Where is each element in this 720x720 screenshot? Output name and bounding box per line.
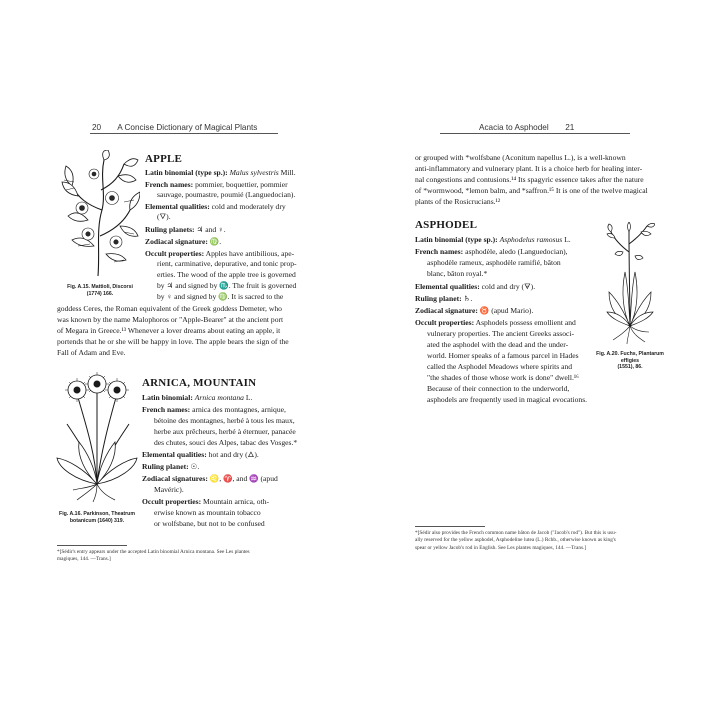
field-label: Ruling planets: (145, 225, 195, 234)
apple-french-line (145, 180, 288, 190)
text: hot and dry (🜂). (206, 450, 259, 459)
field-label: Occult properties: (142, 497, 202, 506)
apple-elemental-line (145, 202, 286, 212)
caption-line: Fig. A.15. Mattioli, Discorsi (67, 284, 133, 290)
text: cold and moderately dry (209, 202, 286, 211)
apple-occult-line: rient, carminative, depurative, and tonic prop- (157, 259, 297, 268)
field-label: Zodiacal signature: (415, 306, 478, 315)
asphodel-elemental-line (415, 282, 535, 292)
apple-elemental-line: (🜄). (157, 212, 171, 221)
text: ♃ and ♀. (194, 225, 226, 234)
field-label: Zodiacal signature: (145, 237, 208, 246)
footnote (415, 530, 617, 552)
arnica-french-line: bétoine des montagnes, herbé à tous les maux, (154, 416, 295, 425)
arnica-continued-line: nal congestions and contusions.¹⁴ Its spagyric essence takes after the nature (415, 175, 644, 184)
arnica-zodiac-line: Mavéric). (154, 485, 184, 494)
page-number: 21 (565, 123, 575, 132)
apple-figure-caption (56, 284, 144, 297)
caption-line: (1551), 86. (617, 364, 643, 371)
asphodel-zodiac-line (415, 306, 533, 316)
apple-branch-illustration (58, 150, 140, 278)
field-label: French names: (415, 247, 464, 256)
apple-ruling-line (145, 225, 226, 235)
footnote-line: spear or yellow Jacob's rod in English. See Les plantes magiques, 144. —Trans.] (415, 544, 587, 551)
asphodel-occult-line: asphodels are frequently used in magical evocations. (427, 395, 588, 404)
footnote (57, 549, 250, 564)
text: cold and dry (🜃). (479, 282, 536, 291)
apple-occult-line: by ♀ and signed by ♍. It is sacred to the (157, 292, 284, 301)
latin-name: Arnica montana (194, 393, 244, 402)
header-rule (440, 133, 630, 134)
running-title: Acacia to Asphodel (479, 123, 549, 132)
text: ♍. (207, 237, 222, 246)
field-label: Latin binomial (type sp.): (145, 168, 228, 177)
field-label: Latin binomial (type sp.): (415, 235, 498, 244)
apple-occult-line: was known by the name Malophoros or "Apple-Bearer" at the ancient port (57, 315, 284, 324)
apple-occult-line: Fall of Adam and Eve. (57, 348, 126, 357)
arnica-occult-line: erwise known as mountain tobacco (154, 508, 261, 517)
footnote-line: *[Sédir also provides the French common name bâton de Jacob ("Jacob's rod"). But this is usu- (415, 530, 617, 536)
arnica-french-line: herbe aux prêcheurs, herbé à éternuer, panacée (154, 427, 296, 436)
asphodel-ruling-line (415, 294, 472, 304)
asphodel-occult-line: world. Homer speaks of a famous parcel in Hades (427, 351, 579, 360)
apple-occult-line: goddess Ceres, the Roman equivalent of the Greek goddess Demeter, who (57, 304, 282, 313)
apple-french-line: sauvage, poumastre, poumié (Languedocian). (157, 190, 296, 199)
arnica-plant-illustration (55, 372, 139, 504)
right-running-head (479, 123, 574, 132)
text: Mountain arnica, oth- (201, 497, 270, 506)
field-label: Occult properties: (145, 249, 205, 258)
field-label: Elemental qualities: (415, 282, 480, 291)
arnica-french-line: des chutes, souci des Alpes, tabac des Vosges.* (154, 438, 298, 447)
footnote-rule (57, 545, 127, 546)
arnica-continued-line: of *wormwood, *lemon balm, and *saffron.¹⁵ It is one of the twelve magical (415, 186, 648, 195)
header-rule (90, 133, 278, 134)
text: ☉. (188, 462, 200, 471)
text: pommier, boquettier, pommier (193, 180, 288, 189)
apple-occult-line: by ♃ and signed by ♏. The fruit is governed (157, 281, 297, 290)
footnote-line: ally reserved for the yellow asphodel, Asphodeline lutea (L.) Rchb., otherwise known as king's (415, 537, 616, 544)
caption-line: Fig. A.16. Parkinson, Theatrum (59, 511, 135, 517)
caption-line: botanicum (1640) 319. (69, 517, 125, 524)
field-label: Occult properties: (415, 318, 475, 327)
footnote-rule (415, 526, 485, 527)
text: Asphodels possess emollient and (474, 318, 576, 327)
asphodel-french-line: asphodèle rameux, asphodèle ramifié, bâton (427, 258, 561, 267)
asphodel-occult-line: ated the asphodel with the dead and the under- (427, 340, 569, 349)
field-label: Elemental qualities: (142, 450, 207, 459)
arnica-continued-line: anti-inflammatory and vulnerary plant. It is a choice herb for healing inter- (415, 164, 643, 173)
asphodel-occult-line: Because of their connection to the underworld, (427, 384, 570, 393)
asphodel-figure-caption (586, 351, 674, 371)
footnote-line: *[Sédir's entry appears under the accepted Latin binomial Arnica montana. See Les plantes (57, 549, 250, 555)
text: ♌, ♈, and ♒ (apud (207, 474, 278, 483)
running-title: A Concise Dictionary of Magical Plants (117, 123, 258, 132)
text: arnica des montagnes, arnique, (190, 405, 286, 414)
apple-occult-line: portends that he or she will be happy in love. The apple bears the sign of the (57, 337, 289, 346)
text: Mill. (278, 168, 296, 177)
field-label: French names: (145, 180, 194, 189)
asphodel-latin-line (415, 235, 571, 245)
page-number: 20 (92, 123, 102, 132)
apple-latin-line (145, 168, 296, 178)
asphodel-french-line: blanc, bâton royal.* (427, 269, 488, 278)
apple-zodiac-line (145, 237, 221, 247)
asphodel-occult-line (415, 318, 576, 328)
latin-name: Asphodelus ramosus (499, 235, 563, 244)
arnica-figure-caption (52, 511, 142, 524)
text: ♄. (461, 294, 473, 303)
caption-line: effigies (620, 357, 640, 364)
text: Apples have antibilious, ape- (204, 249, 295, 258)
asphodel-plant-illustration (605, 222, 655, 346)
field-label: Zodiacal signatures: (142, 474, 208, 483)
field-label: Ruling planet: (142, 462, 189, 471)
asphodel-occult-line: "the shades of those whose work is done" dwell.¹⁶ (427, 373, 579, 382)
arnica-continued-line: or grouped with *wolfsbane (Aconitum napellus L.), is a well-known (415, 153, 626, 162)
field-label: Ruling planet: (415, 294, 462, 303)
arnica-occult-line (142, 497, 269, 507)
asphodel-occult-line: vulnerary properties. The ancient Greeks associ- (427, 329, 575, 338)
left-running-head (92, 123, 257, 132)
text: asphodèle, aledo (Languedocian), (463, 247, 568, 256)
asphodel-occult-line: called the Asphodel Meadows where spirits and (427, 362, 573, 371)
arnica-french-line (142, 405, 286, 415)
entry-title-arnica: ARNICA, MOUNTAIN (142, 377, 257, 389)
text: L. (562, 235, 571, 244)
entry-title-asphodel: ASPHODEL (415, 219, 478, 231)
caption-line: Fig. A.20. Fuchs, Plantarum (596, 351, 664, 357)
field-label: Latin binomial: (142, 393, 193, 402)
footnote-line: magiques, 144. —Trans.] (57, 556, 111, 563)
apple-occult-line: erties. The wood of the apple tree is governed (157, 270, 296, 279)
apple-occult-line (145, 249, 294, 259)
arnica-occult-line: or wolfsbane, but not to be confused (154, 519, 265, 528)
latin-name: Malus sylvestris (229, 168, 279, 177)
text: ♉ (apud Mario). (477, 306, 534, 315)
text: L. (243, 393, 253, 402)
arnica-ruling-line (142, 462, 199, 472)
apple-occult-line: of Megara in Greece.¹³ Whenever a lover dreams about eating an apple, it (57, 326, 281, 335)
arnica-continued-line: plants of the Rosicrucians.¹² (415, 197, 501, 206)
arnica-latin-line (142, 393, 252, 403)
caption-line: (1774) 166. (86, 290, 114, 297)
field-label: French names: (142, 405, 191, 414)
asphodel-french-line (415, 247, 568, 257)
entry-title-apple: APPLE (145, 153, 183, 165)
right-page (360, 0, 720, 720)
arnica-zodiac-line (142, 474, 278, 484)
field-label: Elemental qualities: (145, 202, 210, 211)
arnica-elemental-line (142, 450, 259, 460)
